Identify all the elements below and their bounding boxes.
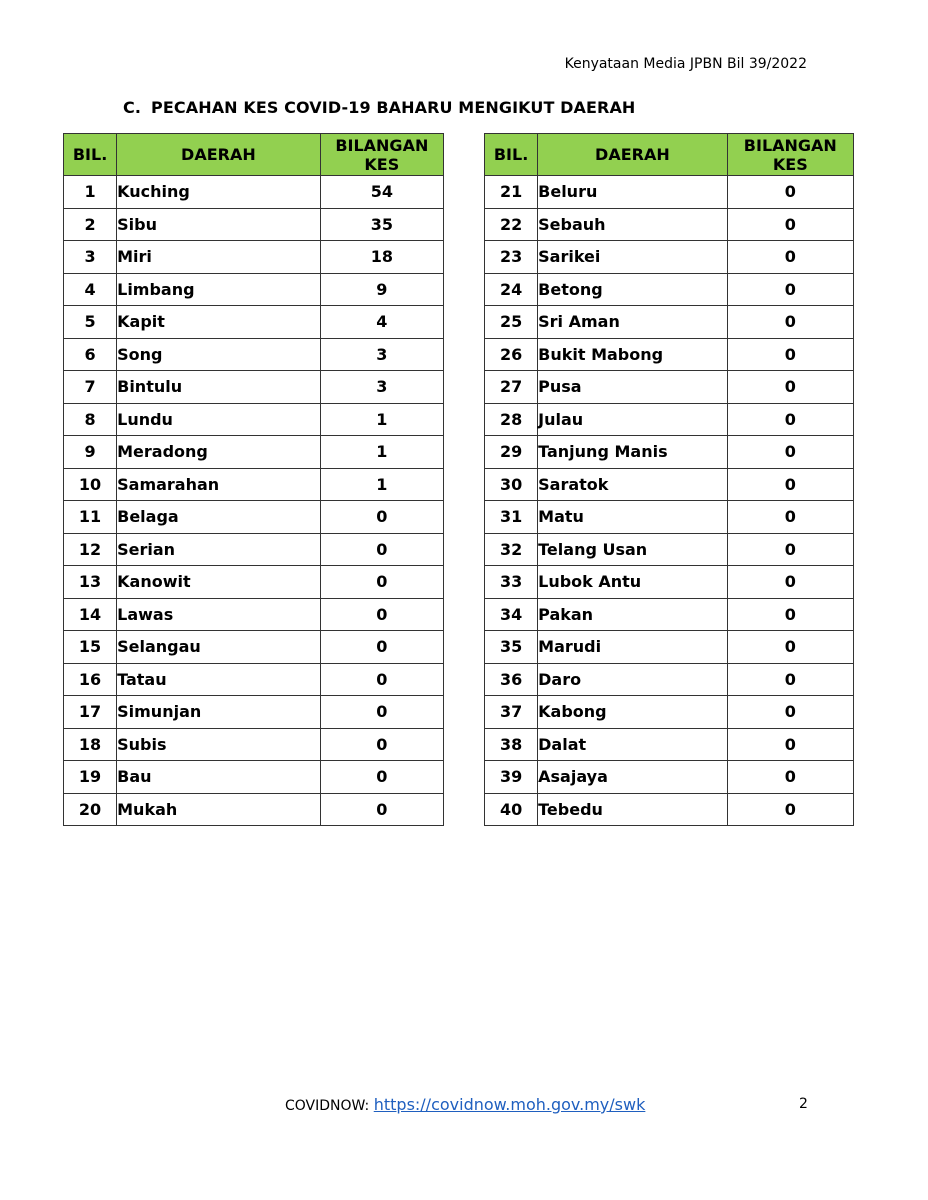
case-count: 0 xyxy=(727,176,853,209)
header-kes-line2: KES xyxy=(364,154,400,174)
row-number: 9 xyxy=(64,436,117,469)
case-count: 0 xyxy=(727,793,853,826)
row-number: 12 xyxy=(64,533,117,566)
district-name: Bukit Mabong xyxy=(538,338,728,371)
case-count: 1 xyxy=(320,403,443,436)
case-count: 0 xyxy=(320,533,443,566)
row-number: 15 xyxy=(64,631,117,664)
case-count: 35 xyxy=(320,208,443,241)
district-name: Dalat xyxy=(538,728,728,761)
table-body-right xyxy=(485,176,854,826)
case-count: 18 xyxy=(320,241,443,274)
table-row xyxy=(485,436,854,469)
district-name: Kapit xyxy=(117,306,321,339)
table-row xyxy=(64,761,444,794)
case-count: 3 xyxy=(320,371,443,404)
case-count: 0 xyxy=(320,663,443,696)
header-kes-line1: BILANGAN xyxy=(335,135,429,155)
table-row xyxy=(485,338,854,371)
row-number: 17 xyxy=(64,696,117,729)
row-number: 23 xyxy=(485,241,538,274)
table-row xyxy=(64,793,444,826)
section-title xyxy=(123,98,635,117)
table-row xyxy=(64,468,444,501)
district-name: Subis xyxy=(117,728,321,761)
row-number: 19 xyxy=(64,761,117,794)
row-number: 30 xyxy=(485,468,538,501)
row-number: 1 xyxy=(64,176,117,209)
case-count: 0 xyxy=(320,728,443,761)
table-row xyxy=(485,663,854,696)
table-row xyxy=(485,306,854,339)
table-row xyxy=(64,598,444,631)
case-count: 0 xyxy=(727,533,853,566)
district-name: Samarahan xyxy=(117,468,321,501)
case-count: 0 xyxy=(727,728,853,761)
district-name: Kabong xyxy=(538,696,728,729)
district-name: Betong xyxy=(538,273,728,306)
row-number: 34 xyxy=(485,598,538,631)
row-number: 18 xyxy=(64,728,117,761)
row-number: 25 xyxy=(485,306,538,339)
case-count: 0 xyxy=(727,696,853,729)
row-number: 37 xyxy=(485,696,538,729)
table-row xyxy=(64,371,444,404)
row-number: 20 xyxy=(64,793,117,826)
table-row xyxy=(485,273,854,306)
table-row xyxy=(64,663,444,696)
district-name: Meradong xyxy=(117,436,321,469)
table-row xyxy=(485,501,854,534)
row-number: 14 xyxy=(64,598,117,631)
table-row xyxy=(485,241,854,274)
table-row xyxy=(64,273,444,306)
row-number: 16 xyxy=(64,663,117,696)
table-row xyxy=(485,371,854,404)
row-number: 38 xyxy=(485,728,538,761)
table-row xyxy=(485,403,854,436)
row-number: 39 xyxy=(485,761,538,794)
table-header-row xyxy=(64,134,444,176)
district-name: Pakan xyxy=(538,598,728,631)
district-name: Daro xyxy=(538,663,728,696)
table-row xyxy=(485,533,854,566)
case-count: 0 xyxy=(727,436,853,469)
table-row xyxy=(485,728,854,761)
case-count: 0 xyxy=(727,273,853,306)
district-name: Sibu xyxy=(117,208,321,241)
row-number: 32 xyxy=(485,533,538,566)
case-count: 0 xyxy=(727,501,853,534)
district-name: Serian xyxy=(117,533,321,566)
case-count: 0 xyxy=(727,208,853,241)
table-row xyxy=(64,533,444,566)
district-name: Kanowit xyxy=(117,566,321,599)
row-number: 7 xyxy=(64,371,117,404)
row-number: 22 xyxy=(485,208,538,241)
table-row xyxy=(64,501,444,534)
footer-label: COVIDNOW: xyxy=(285,1098,374,1114)
case-count: 0 xyxy=(727,761,853,794)
header-bil: BIL. xyxy=(485,134,538,176)
table-row xyxy=(64,306,444,339)
district-name: Tebedu xyxy=(538,793,728,826)
row-number: 11 xyxy=(64,501,117,534)
case-count: 0 xyxy=(727,468,853,501)
row-number: 28 xyxy=(485,403,538,436)
district-name: Belaga xyxy=(117,501,321,534)
district-name: Matu xyxy=(538,501,728,534)
header-daerah: DAERAH xyxy=(538,134,728,176)
district-name: Sebauh xyxy=(538,208,728,241)
header-bil: BIL. xyxy=(64,134,117,176)
table-row xyxy=(485,176,854,209)
case-count: 0 xyxy=(727,566,853,599)
case-count: 0 xyxy=(727,663,853,696)
case-count: 0 xyxy=(727,631,853,664)
district-name: Marudi xyxy=(538,631,728,664)
district-name: Bau xyxy=(117,761,321,794)
table-row xyxy=(64,631,444,664)
case-count: 0 xyxy=(320,566,443,599)
table-row xyxy=(64,208,444,241)
table-row xyxy=(485,696,854,729)
table-row xyxy=(485,761,854,794)
table-row xyxy=(64,241,444,274)
case-count: 4 xyxy=(320,306,443,339)
row-number: 27 xyxy=(485,371,538,404)
district-name: Tanjung Manis xyxy=(538,436,728,469)
table-row xyxy=(64,338,444,371)
header-kes-line1: BILANGAN xyxy=(743,135,837,155)
row-number: 4 xyxy=(64,273,117,306)
table-row xyxy=(485,793,854,826)
row-number: 24 xyxy=(485,273,538,306)
row-number: 5 xyxy=(64,306,117,339)
row-number: 21 xyxy=(485,176,538,209)
district-name: Simunjan xyxy=(117,696,321,729)
row-number: 29 xyxy=(485,436,538,469)
page-number: 2 xyxy=(799,1096,808,1112)
district-name: Saratok xyxy=(538,468,728,501)
table-row xyxy=(64,696,444,729)
row-number: 2 xyxy=(64,208,117,241)
district-name: Limbang xyxy=(117,273,321,306)
district-name: Mukah xyxy=(117,793,321,826)
district-name: Lawas xyxy=(117,598,321,631)
district-name: Bintulu xyxy=(117,371,321,404)
district-name: Telang Usan xyxy=(538,533,728,566)
header-daerah: DAERAH xyxy=(117,134,321,176)
district-cases-table-left xyxy=(63,133,444,826)
row-number: 35 xyxy=(485,631,538,664)
table-row xyxy=(485,631,854,664)
row-number: 31 xyxy=(485,501,538,534)
footer xyxy=(285,1095,645,1114)
row-number: 3 xyxy=(64,241,117,274)
district-name: Kuching xyxy=(117,176,321,209)
case-count: 0 xyxy=(320,631,443,664)
case-count: 0 xyxy=(727,338,853,371)
case-count: 1 xyxy=(320,468,443,501)
row-number: 8 xyxy=(64,403,117,436)
row-number: 40 xyxy=(485,793,538,826)
case-count: 0 xyxy=(727,403,853,436)
district-name: Asajaya xyxy=(538,761,728,794)
covidnow-link[interactable]: https://covidnow.moh.gov.my/swk xyxy=(373,1095,646,1114)
table-row xyxy=(485,468,854,501)
case-count: 0 xyxy=(727,371,853,404)
case-count: 0 xyxy=(320,501,443,534)
district-name: Sarikei xyxy=(538,241,728,274)
district-name: Pusa xyxy=(538,371,728,404)
district-name: Sri Aman xyxy=(538,306,728,339)
case-count: 0 xyxy=(727,306,853,339)
case-count: 9 xyxy=(320,273,443,306)
district-name: Julau xyxy=(538,403,728,436)
table-body-left xyxy=(64,176,444,826)
row-number: 33 xyxy=(485,566,538,599)
case-count: 54 xyxy=(320,176,443,209)
header-bilangan-kes xyxy=(727,134,853,176)
district-cases-table-right xyxy=(484,133,854,826)
table-row xyxy=(64,728,444,761)
case-count: 0 xyxy=(320,696,443,729)
district-name: Selangau xyxy=(117,631,321,664)
table-row xyxy=(64,436,444,469)
table-row xyxy=(64,176,444,209)
case-count: 0 xyxy=(320,598,443,631)
district-name: Miri xyxy=(117,241,321,274)
table-row xyxy=(485,208,854,241)
table-header-row xyxy=(485,134,854,176)
table-row xyxy=(64,566,444,599)
document-reference: Kenyataan Media JPBN Bil 39/2022 xyxy=(564,56,807,72)
district-name: Beluru xyxy=(538,176,728,209)
row-number: 6 xyxy=(64,338,117,371)
section-title-text: PECAHAN KES COVID-19 BAHARU MENGIKUT DAERAH xyxy=(151,98,636,117)
row-number: 13 xyxy=(64,566,117,599)
district-name: Song xyxy=(117,338,321,371)
header-bilangan-kes xyxy=(320,134,443,176)
case-count: 0 xyxy=(320,761,443,794)
district-name: Lubok Antu xyxy=(538,566,728,599)
case-count: 1 xyxy=(320,436,443,469)
row-number: 26 xyxy=(485,338,538,371)
table-row xyxy=(485,598,854,631)
case-count: 0 xyxy=(727,598,853,631)
table-row xyxy=(64,403,444,436)
case-count: 0 xyxy=(727,241,853,274)
row-number: 10 xyxy=(64,468,117,501)
table-row xyxy=(485,566,854,599)
row-number: 36 xyxy=(485,663,538,696)
district-name: Tatau xyxy=(117,663,321,696)
district-name: Lundu xyxy=(117,403,321,436)
header-kes-line2: KES xyxy=(772,154,808,174)
section-letter: C. xyxy=(123,98,142,117)
case-count: 3 xyxy=(320,338,443,371)
case-count: 0 xyxy=(320,793,443,826)
